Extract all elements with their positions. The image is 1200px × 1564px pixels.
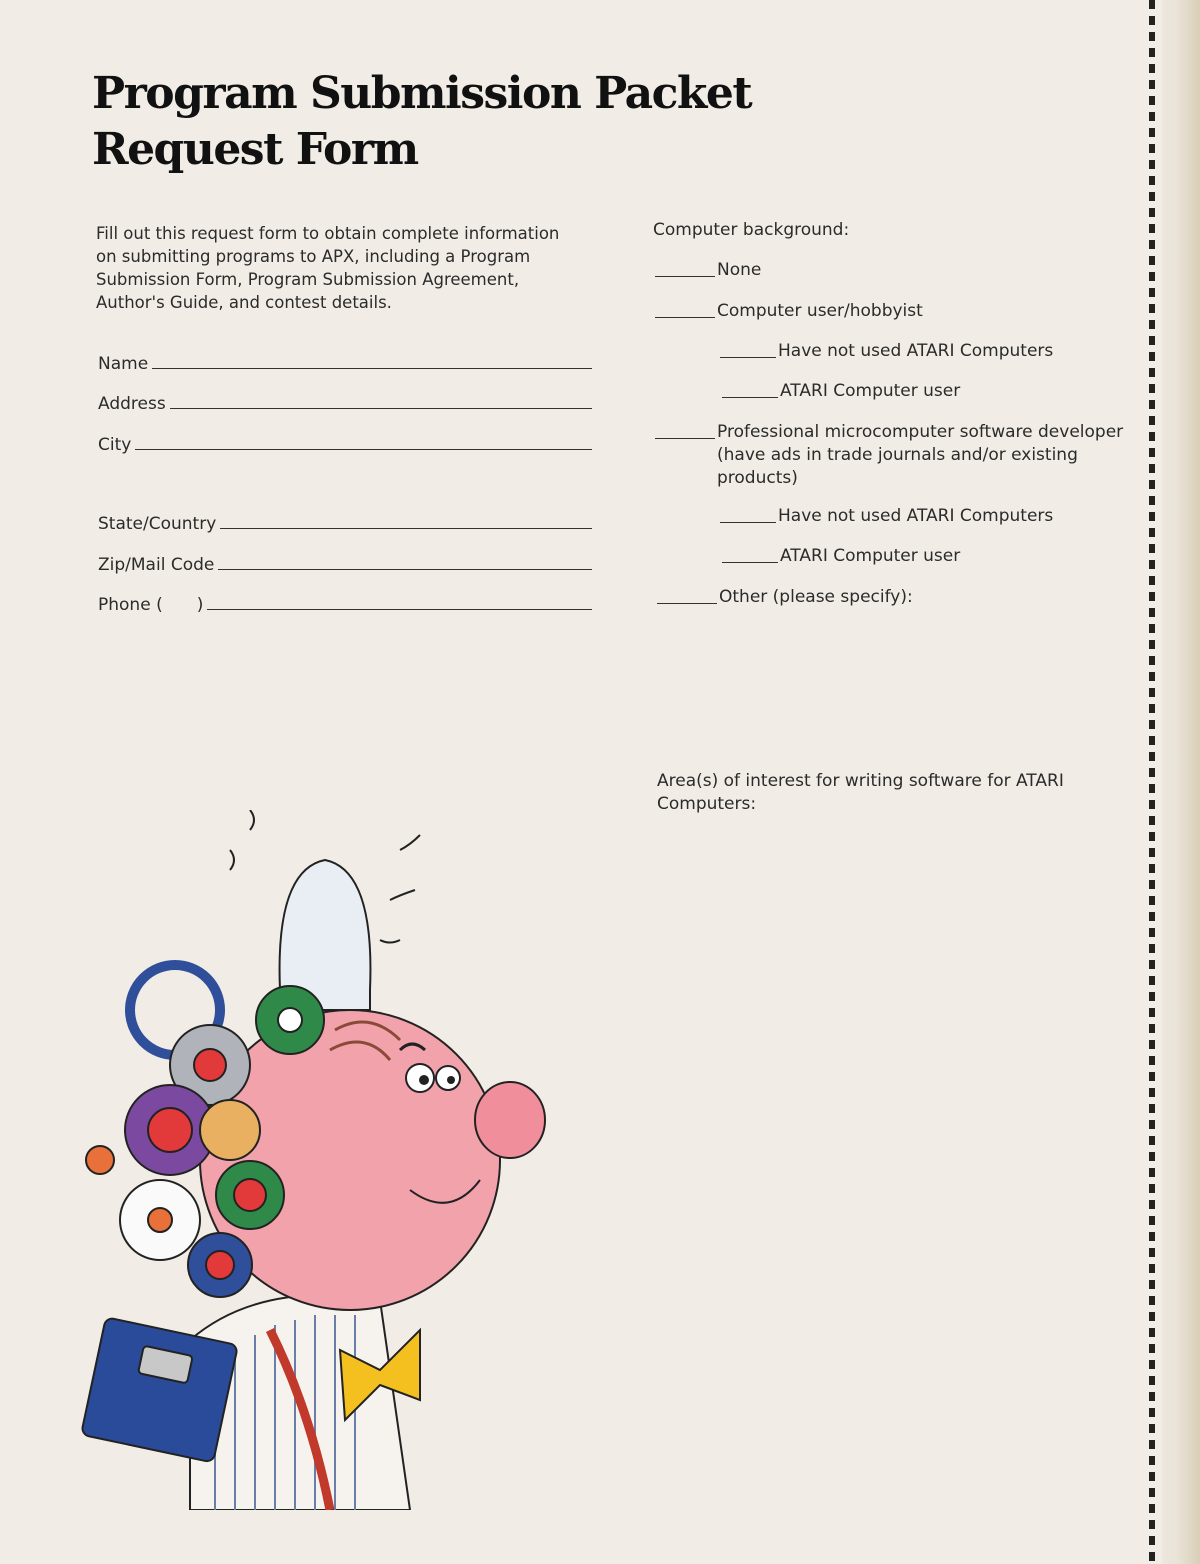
option-professional-not-used-label: Have not used ATARI Computers <box>778 506 1054 526</box>
option-professional-user-label: ATARI Computer user <box>780 546 961 566</box>
option-professional-label: Professional microcomputer software developer (have ads in trade journals and/or existing products) <box>717 422 1124 488</box>
name-label: Name <box>98 354 149 374</box>
page-title <box>92 66 992 178</box>
city-label: City <box>98 435 132 455</box>
phone-field[interactable] <box>98 589 592 615</box>
blank-line[interactable] <box>722 397 778 398</box>
title-line-2: Request Form <box>92 124 418 175</box>
blank-line[interactable] <box>720 357 776 358</box>
background-heading: Computer background: <box>653 220 850 240</box>
option-hobbyist-not-used-label: Have not used ATARI Computers <box>778 341 1054 361</box>
interest-heading: Area(s) of interest for writing software for ATARI Computers: <box>657 771 1064 814</box>
city-line[interactable] <box>135 449 592 450</box>
perforation-line <box>1149 0 1155 1564</box>
city-field[interactable] <box>98 429 592 455</box>
option-hobbyist-label: Computer user/hobbyist <box>717 301 923 321</box>
page-edge <box>1162 0 1200 1564</box>
option-professional[interactable] <box>655 421 1147 490</box>
state-field[interactable] <box>98 508 592 534</box>
phone-line[interactable] <box>207 609 592 610</box>
name-field[interactable] <box>98 348 592 374</box>
zip-label: Zip/Mail Code <box>98 555 215 575</box>
state-label: State/Country <box>98 514 217 534</box>
address-line[interactable] <box>170 408 592 409</box>
state-line[interactable] <box>220 528 592 529</box>
blank-line[interactable] <box>657 603 717 604</box>
gear-head-illustration <box>80 810 560 1510</box>
address-label: Address <box>98 394 166 414</box>
option-other[interactable] <box>657 586 913 609</box>
zip-field[interactable] <box>98 549 592 575</box>
option-hobbyist-user-label: ATARI Computer user <box>780 381 961 401</box>
phone-close-paren: ) <box>196 595 204 615</box>
address-field[interactable] <box>98 388 592 414</box>
blank-line[interactable] <box>655 317 715 318</box>
option-hobbyist-not-used[interactable] <box>720 340 1053 363</box>
blank-line[interactable] <box>720 522 776 523</box>
phone-label <box>98 595 207 615</box>
option-none[interactable] <box>655 259 761 282</box>
phone-label-text: Phone ( <box>98 595 163 615</box>
option-none-label: None <box>717 260 762 280</box>
option-professional-user[interactable] <box>722 545 960 568</box>
zip-line[interactable] <box>218 569 592 570</box>
intro-text: Fill out this request form to obtain complete information on submitting programs to APX, including a Program Submission Form, Program Submission Agreement, Author's Guide, and contest details. <box>96 224 560 312</box>
name-line[interactable] <box>152 368 592 369</box>
blank-line[interactable] <box>655 276 715 277</box>
option-hobbyist[interactable] <box>655 300 923 323</box>
blank-line[interactable] <box>655 438 715 439</box>
blank-line[interactable] <box>722 562 778 563</box>
option-other-label: Other (please specify): <box>719 587 913 607</box>
option-professional-not-used[interactable] <box>720 505 1053 528</box>
title-line-1: Program Submission Packet <box>92 68 752 119</box>
option-hobbyist-user[interactable] <box>722 380 960 403</box>
